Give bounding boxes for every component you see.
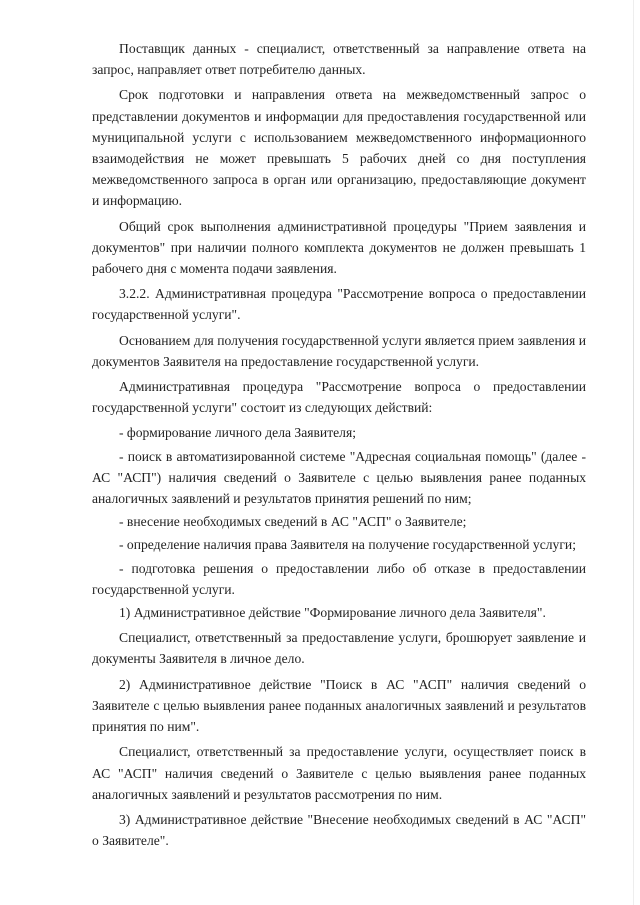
action-heading-3: 3) Административное действие "Внесение необходимых сведений в АС "АСП" о Заявителе". (92, 811, 586, 849)
paragraph-data-supplier: Поставщик данных - специалист, ответственный за направление ответа на запрос, направляет ответ потребителю данных. (92, 41, 586, 78)
action-heading-1: 1) Административное действие "Формирование личного дела Заявителя". (119, 605, 546, 621)
list-item-prepare-decision: - подготовка решения о предоставлении либо об отказе в предоставлении государственной услуги. (92, 560, 586, 597)
action-heading-2: 2) Административное действие "Поиск в АС "АСП" наличия сведений о Заявителе с целью выявления ранее поданных аналогичных заявлений и результатов принятия по ним". (92, 676, 586, 735)
list-item-personal-file: - формирование личного дела Заявителя; (119, 425, 356, 441)
paragraph-action-1: Специалист, ответственный за предоставление услуги, брошюрует заявление и документы Заявителя в личное дело. (92, 630, 586, 667)
paragraph-grounds: Основанием для получения государственной услуги является прием заявления и документов Заявителя на предоставление государственной услуги. (92, 332, 586, 369)
list-item-search-system: - поиск в автоматизированной системе "Адресная социальная помощь" (далее - АС "АСП") наличия сведений о Заявителе с целью выявления ранее поданных аналогичных заявлений и результатов принятия решений по ним; (92, 448, 586, 507)
list-item-determine-right: - определение наличия права Заявителя на получение государственной услуги; (119, 537, 576, 553)
paragraph-total-term: Общий срок выполнения административной процедуры "Прием заявления и документов" при наличии полного комплекта документов не должен превышать 1 рабочего дня с момента подачи заявления. (92, 218, 586, 277)
paragraph-response-deadline: Срок подготовки и направления ответа на межведомственный запрос о представлении документов и информации для предоставления государственной или муниципальной услуги с использованием межведомственного информационного взаимодействия не может превышать 5 рабочих дней со дня поступления межведомственного запроса в орган или организацию, предоставляющие документ и информацию. (92, 87, 586, 209)
paragraph-procedure-actions: Административная процедура "Рассмотрение вопроса о предоставлении государственной услуги" состоит из следующих действий: (92, 379, 586, 416)
scan-edge-line (633, 0, 634, 905)
paragraph-action-2: Специалист, ответственный за предоставление услуги, осуществляет поиск в АС "АСП" наличия сведений о Заявителе с целью выявления ранее поданных аналогичных заявлений и результатов рассмотрения по ним. (92, 744, 586, 802)
document-page (92, 38, 586, 855)
section-heading-3-2-2: 3.2.2. Административная процедура "Рассмотрение вопроса о предоставлении государственной услуги". (92, 286, 586, 323)
list-item-enter-data: - внесение необходимых сведений в АС "АСП" о Заявителе; (119, 514, 467, 530)
